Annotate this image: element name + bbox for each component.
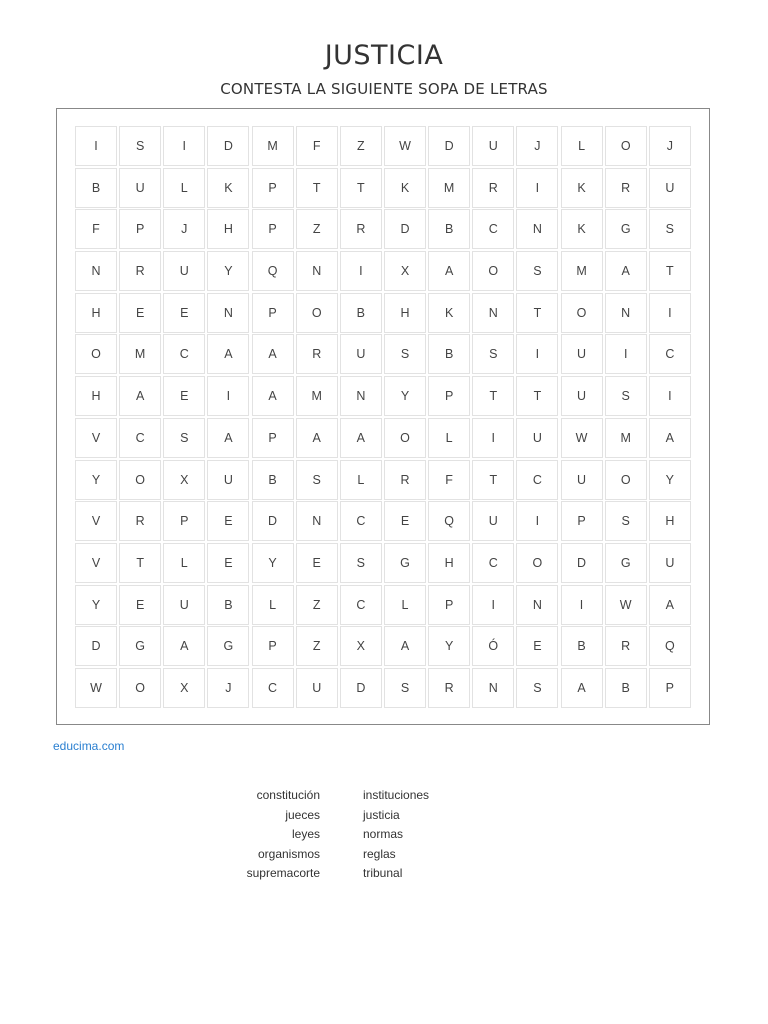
grid-cell[interactable]: U — [340, 334, 382, 374]
grid-cell[interactable]: C — [252, 668, 294, 708]
grid-cell[interactable]: T — [472, 376, 514, 416]
grid-cell[interactable]: T — [516, 376, 558, 416]
grid-cell[interactable]: A — [207, 334, 249, 374]
grid-cell[interactable]: B — [561, 626, 603, 666]
grid-cell[interactable]: P — [252, 418, 294, 458]
grid-cell[interactable]: O — [384, 418, 426, 458]
grid-cell[interactable]: B — [428, 209, 470, 249]
grid-cell[interactable]: Y — [75, 460, 117, 500]
grid-cell[interactable]: N — [207, 293, 249, 333]
grid-cell[interactable]: Z — [296, 585, 338, 625]
grid-cell[interactable]: I — [649, 293, 691, 333]
grid-cell[interactable]: F — [428, 460, 470, 500]
grid-cell[interactable]: P — [428, 376, 470, 416]
grid-cell[interactable]: U — [561, 376, 603, 416]
grid-cell[interactable]: U — [472, 501, 514, 541]
grid-cell[interactable]: S — [516, 251, 558, 291]
grid-cell[interactable]: X — [384, 251, 426, 291]
grid-cell[interactable]: K — [207, 168, 249, 208]
grid-cell[interactable]: A — [207, 418, 249, 458]
grid-cell[interactable]: L — [163, 168, 205, 208]
grid-cell[interactable]: P — [561, 501, 603, 541]
grid-cell[interactable]: E — [207, 543, 249, 583]
grid-cell[interactable]: J — [163, 209, 205, 249]
grid-cell[interactable]: E — [516, 626, 558, 666]
grid-cell[interactable]: U — [649, 168, 691, 208]
grid-cell[interactable]: F — [296, 126, 338, 166]
grid-cell[interactable]: A — [561, 668, 603, 708]
grid-cell[interactable]: S — [384, 334, 426, 374]
grid-cell[interactable]: Z — [340, 126, 382, 166]
grid-cell[interactable]: V — [75, 501, 117, 541]
grid-cell[interactable]: K — [561, 168, 603, 208]
grid-cell[interactable]: L — [384, 585, 426, 625]
grid-cell[interactable]: I — [472, 585, 514, 625]
grid-cell[interactable]: A — [340, 418, 382, 458]
word-list-item: organismos — [257, 846, 320, 861]
grid-cell[interactable]: F — [75, 209, 117, 249]
grid-cell[interactable]: E — [163, 293, 205, 333]
grid-cell[interactable]: R — [605, 626, 647, 666]
grid-cell[interactable]: P — [252, 168, 294, 208]
grid-cell[interactable]: P — [163, 501, 205, 541]
grid-cell[interactable]: I — [75, 126, 117, 166]
grid-cell[interactable]: Z — [296, 209, 338, 249]
grid-cell[interactable]: N — [472, 668, 514, 708]
grid-cell[interactable]: I — [516, 168, 558, 208]
grid-cell[interactable]: S — [516, 668, 558, 708]
grid-cell[interactable]: R — [119, 251, 161, 291]
grid-cell[interactable]: D — [207, 126, 249, 166]
grid-cell[interactable]: U — [649, 543, 691, 583]
word-list-left — [247, 786, 320, 884]
grid-cell[interactable]: R — [296, 334, 338, 374]
grid-cell[interactable]: N — [296, 501, 338, 541]
grid-cell[interactable]: Y — [384, 376, 426, 416]
grid-cell[interactable]: U — [296, 668, 338, 708]
grid-cell[interactable]: A — [605, 251, 647, 291]
grid-cell[interactable]: L — [252, 585, 294, 625]
grid-cell[interactable]: A — [428, 251, 470, 291]
grid-cell[interactable]: I — [472, 418, 514, 458]
grid-cell[interactable]: S — [605, 501, 647, 541]
grid-cell[interactable]: P — [119, 209, 161, 249]
grid-cell[interactable]: I — [340, 251, 382, 291]
grid-cell[interactable]: I — [561, 585, 603, 625]
grid-cell[interactable]: Ó — [472, 626, 514, 666]
grid-cell[interactable]: S — [649, 209, 691, 249]
grid-cell[interactable]: O — [296, 293, 338, 333]
grid-cell[interactable]: B — [252, 460, 294, 500]
grid-cell[interactable]: Y — [649, 460, 691, 500]
grid-cell[interactable]: O — [75, 334, 117, 374]
grid-cell[interactable]: H — [75, 293, 117, 333]
grid-cell[interactable]: R — [605, 168, 647, 208]
grid-cell[interactable]: H — [649, 501, 691, 541]
grid-cell[interactable]: T — [340, 168, 382, 208]
grid-cell[interactable]: M — [119, 334, 161, 374]
grid-cell[interactable]: S — [296, 460, 338, 500]
grid-cell[interactable]: W — [561, 418, 603, 458]
grid-cell[interactable]: H — [428, 543, 470, 583]
grid-cell[interactable]: C — [649, 334, 691, 374]
grid-cell[interactable]: A — [252, 334, 294, 374]
grid-cell[interactable]: N — [296, 251, 338, 291]
grid-cell[interactable]: T — [649, 251, 691, 291]
grid-cell[interactable]: E — [207, 501, 249, 541]
grid-cell[interactable]: A — [384, 626, 426, 666]
grid-cell[interactable]: B — [428, 334, 470, 374]
grid-cell[interactable]: E — [163, 376, 205, 416]
grid-cell[interactable]: N — [340, 376, 382, 416]
grid-cell[interactable]: I — [649, 376, 691, 416]
grid-cell[interactable]: B — [605, 668, 647, 708]
grid-cell[interactable]: B — [340, 293, 382, 333]
grid-cell[interactable]: R — [472, 168, 514, 208]
grid-cell[interactable]: D — [340, 668, 382, 708]
grid-cell[interactable]: O — [472, 251, 514, 291]
grid-cell[interactable]: C — [163, 334, 205, 374]
grid-cell[interactable]: V — [75, 543, 117, 583]
grid-cell[interactable]: R — [384, 460, 426, 500]
grid-cell[interactable]: D — [252, 501, 294, 541]
grid-cell[interactable]: O — [605, 126, 647, 166]
grid-cell[interactable]: P — [428, 585, 470, 625]
grid-cell[interactable]: G — [119, 626, 161, 666]
grid-cell[interactable]: A — [163, 626, 205, 666]
grid-cell[interactable]: G — [207, 626, 249, 666]
grid-cell[interactable]: Y — [207, 251, 249, 291]
grid-cell[interactable]: G — [605, 209, 647, 249]
grid-cell[interactable]: G — [384, 543, 426, 583]
grid-cell[interactable]: T — [296, 168, 338, 208]
grid-cell[interactable]: I — [207, 376, 249, 416]
grid-cell[interactable]: S — [605, 376, 647, 416]
grid-cell[interactable]: X — [163, 460, 205, 500]
grid-cell[interactable]: T — [472, 460, 514, 500]
grid-cell[interactable]: E — [384, 501, 426, 541]
grid-cell[interactable]: E — [119, 585, 161, 625]
word-list-item: constitución — [256, 788, 320, 802]
grid-cell[interactable]: S — [384, 668, 426, 708]
grid-cell[interactable]: C — [119, 418, 161, 458]
grid-cell[interactable]: L — [340, 460, 382, 500]
word-search-grid — [75, 126, 691, 708]
grid-cell[interactable]: S — [472, 334, 514, 374]
grid-cell[interactable]: X — [163, 668, 205, 708]
grid-cell[interactable]: Q — [428, 501, 470, 541]
word-list-item: tribunal — [363, 866, 403, 881]
grid-cell[interactable]: E — [296, 543, 338, 583]
word-list-item: reglas — [363, 846, 396, 861]
grid-cell[interactable]: U — [163, 251, 205, 291]
grid-cell[interactable]: A — [252, 376, 294, 416]
grid-cell[interactable]: Y — [428, 626, 470, 666]
grid-cell[interactable]: C — [516, 460, 558, 500]
grid-cell[interactable]: D — [428, 126, 470, 166]
grid-cell[interactable]: K — [384, 168, 426, 208]
grid-cell[interactable]: W — [605, 585, 647, 625]
grid-cell[interactable]: L — [163, 543, 205, 583]
grid-cell[interactable]: U — [561, 334, 603, 374]
word-list-item: normas — [363, 827, 404, 842]
grid-cell[interactable]: I — [516, 334, 558, 374]
grid-cell[interactable]: A — [119, 376, 161, 416]
grid-cell[interactable]: M — [605, 418, 647, 458]
grid-cell[interactable]: D — [561, 543, 603, 583]
grid-cell[interactable]: W — [384, 126, 426, 166]
grid-cell[interactable]: M — [428, 168, 470, 208]
grid-cell[interactable]: S — [163, 418, 205, 458]
word-list-item: supremacorte — [246, 866, 320, 881]
grid-cell[interactable]: P — [649, 668, 691, 708]
grid-cell[interactable]: K — [561, 209, 603, 249]
grid-cell[interactable]: V — [75, 418, 117, 458]
grid-cell[interactable]: C — [472, 543, 514, 583]
grid-cell[interactable]: P — [252, 293, 294, 333]
grid-cell[interactable]: D — [75, 626, 117, 666]
grid-cell[interactable]: M — [252, 126, 294, 166]
grid-cell[interactable]: U — [561, 460, 603, 500]
grid-cell[interactable]: U — [119, 168, 161, 208]
grid-cell[interactable]: W — [75, 668, 117, 708]
grid-cell[interactable]: M — [296, 376, 338, 416]
grid-cell[interactable]: P — [252, 209, 294, 249]
grid-cell[interactable]: T — [516, 293, 558, 333]
grid-cell[interactable]: M — [561, 251, 603, 291]
grid-cell[interactable]: P — [252, 626, 294, 666]
grid-cell[interactable]: S — [119, 126, 161, 166]
word-list-right — [363, 786, 429, 884]
grid-cell[interactable]: U — [163, 585, 205, 625]
grid-cell[interactable]: A — [649, 418, 691, 458]
grid-cell[interactable]: N — [605, 293, 647, 333]
grid-cell[interactable]: O — [605, 460, 647, 500]
grid-cell[interactable]: R — [119, 501, 161, 541]
grid-cell[interactable]: K — [428, 293, 470, 333]
grid-cell[interactable]: I — [605, 334, 647, 374]
grid-cell[interactable]: E — [119, 293, 161, 333]
word-list-item: jueces — [285, 807, 320, 822]
grid-cell[interactable]: L — [428, 418, 470, 458]
grid-cell[interactable]: R — [428, 668, 470, 708]
grid-cell[interactable]: C — [340, 585, 382, 625]
grid-cell[interactable]: L — [561, 126, 603, 166]
grid-cell[interactable]: H — [384, 293, 426, 333]
grid-cell[interactable]: O — [561, 293, 603, 333]
grid-cell[interactable]: X — [340, 626, 382, 666]
grid-cell[interactable]: Y — [252, 543, 294, 583]
grid-cell[interactable]: U — [207, 460, 249, 500]
grid-cell[interactable]: S — [340, 543, 382, 583]
grid-cell[interactable]: A — [296, 418, 338, 458]
grid-cell[interactable]: G — [605, 543, 647, 583]
grid-cell[interactable]: H — [75, 376, 117, 416]
grid-cell[interactable]: O — [119, 460, 161, 500]
grid-cell[interactable]: Y — [75, 585, 117, 625]
grid-cell[interactable]: U — [516, 418, 558, 458]
grid-cell[interactable]: C — [472, 209, 514, 249]
grid-cell[interactable]: D — [384, 209, 426, 249]
grid-cell[interactable]: O — [516, 543, 558, 583]
word-list-item: instituciones — [363, 788, 430, 802]
grid-cell[interactable]: N — [516, 585, 558, 625]
grid-cell[interactable]: H — [207, 209, 249, 249]
page-title: JUSTICIA — [324, 40, 444, 71]
grid-cell[interactable]: J — [207, 668, 249, 708]
grid-cell[interactable]: Z — [296, 626, 338, 666]
grid-cell[interactable]: R — [340, 209, 382, 249]
grid-cell[interactable]: N — [75, 251, 117, 291]
grid-cell[interactable]: C — [340, 501, 382, 541]
word-list-item: leyes — [291, 827, 320, 842]
grid-cell[interactable]: T — [119, 543, 161, 583]
grid-cell[interactable]: U — [472, 126, 514, 166]
grid-cell[interactable]: Q — [649, 626, 691, 666]
grid-cell[interactable]: N — [472, 293, 514, 333]
grid-cell[interactable]: J — [649, 126, 691, 166]
grid-cell[interactable]: O — [119, 668, 161, 708]
grid-cell[interactable]: I — [516, 501, 558, 541]
word-list-item: justicia — [363, 807, 400, 822]
source-link[interactable]: educima.com — [53, 739, 125, 753]
grid-cell[interactable]: B — [75, 168, 117, 208]
grid-cell[interactable]: B — [207, 585, 249, 625]
grid-cell[interactable]: A — [649, 585, 691, 625]
grid-cell[interactable]: I — [163, 126, 205, 166]
instructions: CONTESTA LA SIGUIENTE SOPA DE LETRAS — [220, 80, 548, 98]
grid-cell[interactable]: J — [516, 126, 558, 166]
grid-cell[interactable]: N — [516, 209, 558, 249]
grid-cell[interactable]: Q — [252, 251, 294, 291]
